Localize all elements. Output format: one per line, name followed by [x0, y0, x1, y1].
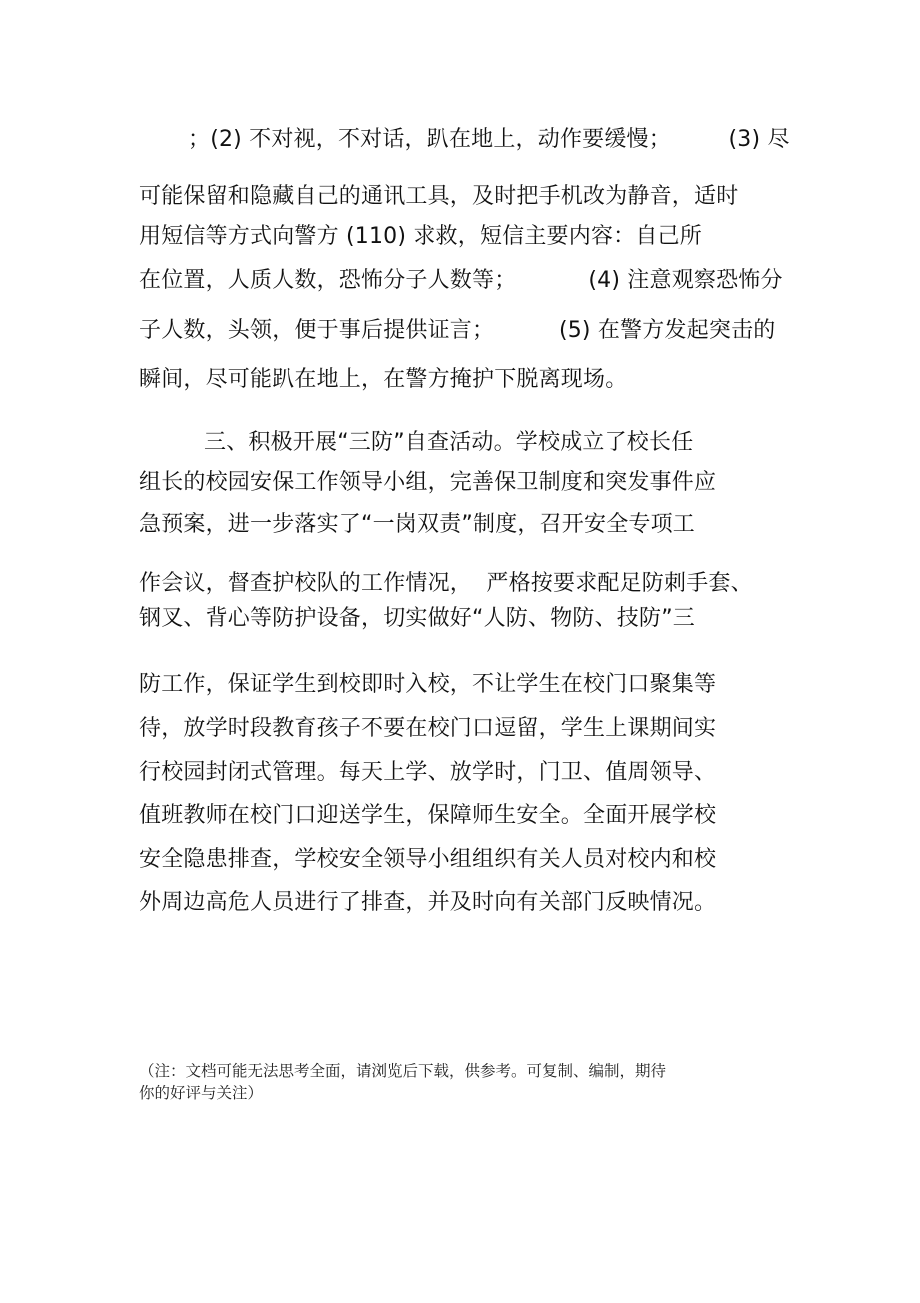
text-line: 用短信等方式向警方 (110) 求救，短信主要内容：自己所: [139, 224, 702, 249]
text-line: 外周边高危人员进行了排查，并及时向有关部门反映情况。: [139, 890, 717, 915]
text-line: 待，放学时段教育孩子不要在校门口逗留，学生上课期间实: [139, 716, 717, 741]
text-line: 在位置，人质人数，恐怖分子人数等； (4) 注意观察恐怖分: [139, 268, 783, 293]
text-line: 防工作，保证学生到校即时入校，不让学生在校门口聚集等: [139, 672, 717, 697]
note-line: 你的好评与关注）: [139, 1084, 264, 1102]
text-line: 钢叉、背心等防护设备，切实做好“人防、物防、技防”三: [139, 606, 695, 631]
text-line: 安全隐患排查，学校安全领导小组组织有关人员对校内和校: [139, 847, 717, 872]
text-line: 急预案，进一步落实了“一岗双责”制度，召开安全专项工: [139, 512, 695, 537]
text-line: 组长的校园安保工作领导小组，完善保卫制度和突发事件应: [139, 470, 717, 495]
text-line: 作会议，督查护校队的工作情况， 严格按要求配足防刺手套、: [139, 571, 753, 596]
text-line: 值班教师在校门口迎送学生，保障师生安全。全面开展学校: [139, 803, 717, 828]
text-line: 三、积极开展“三防”自查活动。学校成立了校长任: [204, 430, 694, 455]
text-line: 子人数，头领，便于事后提供证言； (5) 在警方发起突击的: [139, 318, 776, 343]
text-line: 可能保留和隐藏自己的通讯工具，及时把手机改为静音，适时: [139, 184, 739, 209]
note-line: （注：文档可能无法思考全面，请浏览后下载，供参考。可复制、编制，期待: [139, 1062, 667, 1080]
text-line: 行校园封闭式管理。每天上学、放学时，门卫、值周领导、: [139, 760, 717, 785]
text-line: 瞬间，尽可能趴在地上，在警方掩护下脱离现场。: [139, 367, 628, 392]
text-line: ；(2) 不对视，不对话，趴在地上，动作要缓慢； (3) 尽: [188, 127, 790, 152]
